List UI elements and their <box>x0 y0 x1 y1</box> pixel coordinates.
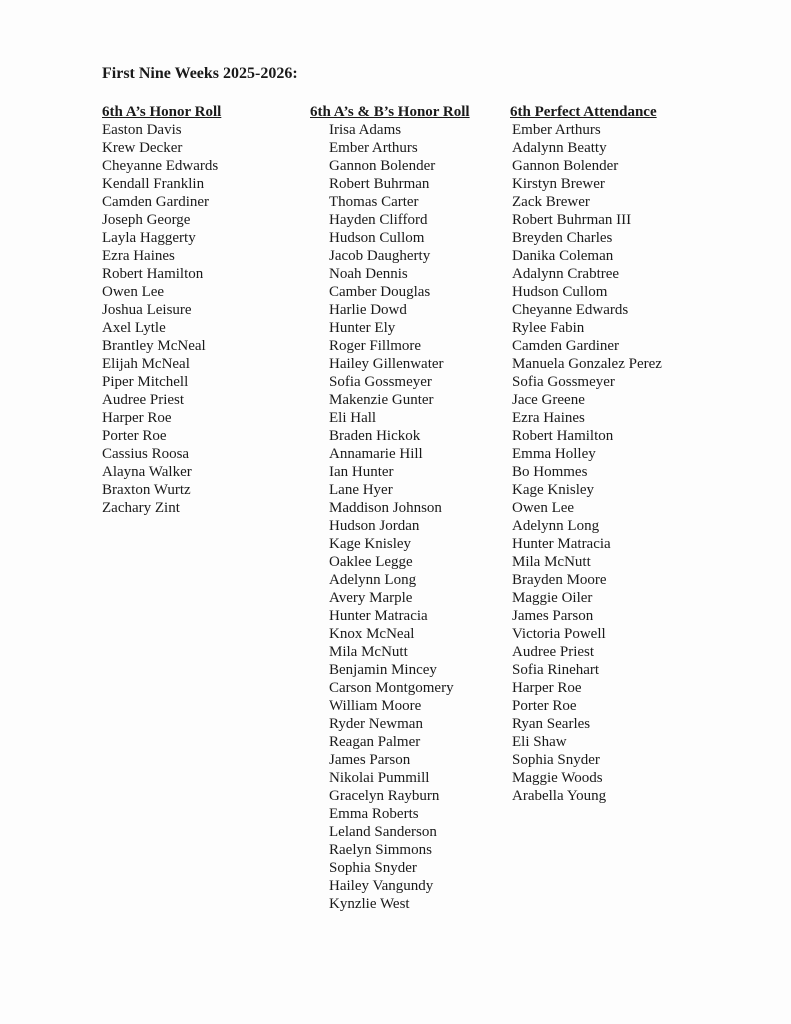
student-name: Hayden Clifford <box>329 212 428 228</box>
student-name: Leland Sanderson <box>329 824 437 840</box>
student-name: Maggie Woods <box>512 770 603 786</box>
student-name: Piper Mitchell <box>102 374 189 390</box>
student-name: Porter Roe <box>102 428 167 444</box>
student-name: William Moore <box>329 698 422 714</box>
student-name: Maddison Johnson <box>329 500 442 516</box>
student-name: Hailey Vangundy <box>329 878 434 894</box>
student-name: Axel Lytle <box>102 320 166 336</box>
student-name: Ian Hunter <box>329 464 394 480</box>
student-name: Mila McNutt <box>329 644 408 660</box>
student-name: Gannon Bolender <box>512 158 619 174</box>
student-name: Cassius Roosa <box>102 446 190 462</box>
student-name: Braden Hickok <box>329 428 421 444</box>
student-name: Lane Hyer <box>329 482 393 498</box>
student-name: Arabella Young <box>512 788 607 804</box>
student-name: Camden Gardiner <box>102 194 210 210</box>
student-name: James Parson <box>329 752 411 768</box>
list-heading: 6th Perfect Attendance <box>510 104 657 120</box>
student-name: Hailey Gillenwater <box>329 356 444 372</box>
student-name: Brayden Moore <box>512 572 607 588</box>
student-name: Harper Roe <box>512 680 582 696</box>
student-name: Makenzie Gunter <box>329 392 434 408</box>
student-name: Ezra Haines <box>512 410 585 426</box>
student-name: Krew Decker <box>102 140 183 156</box>
student-name: Camden Gardiner <box>512 338 620 354</box>
student-name: Adelynn Long <box>512 518 600 534</box>
perfect-attendance-list <box>510 103 662 805</box>
student-name: Ryan Searles <box>512 716 591 732</box>
student-name: Kendall Franklin <box>102 176 205 192</box>
student-name: Emma Holley <box>512 446 596 462</box>
student-name: Ember Arthurs <box>329 140 418 156</box>
list-heading: 6th A’s Honor Roll <box>102 104 222 120</box>
student-name: Owen Lee <box>512 500 575 516</box>
student-name: Harlie Dowd <box>329 302 407 318</box>
student-name: Knox McNeal <box>329 626 415 642</box>
student-name: Kirstyn Brewer <box>512 176 605 192</box>
student-name: Adalynn Beatty <box>512 140 607 156</box>
student-name: Sofia Gossmeyer <box>512 374 615 390</box>
student-name: Kage Knisley <box>512 482 595 498</box>
student-name: Gannon Bolender <box>329 158 436 174</box>
student-name: Cheyanne Edwards <box>512 302 629 318</box>
student-name: Hunter Matracia <box>329 608 428 624</box>
student-name: Raelyn Simmons <box>329 842 432 858</box>
student-name: Thomas Carter <box>329 194 419 210</box>
student-name: Breyden Charles <box>512 230 613 246</box>
student-name: Zack Brewer <box>512 194 590 210</box>
student-name: Kage Knisley <box>329 536 412 552</box>
student-name: Hudson Cullom <box>512 284 608 300</box>
student-name: Noah Dennis <box>329 266 408 282</box>
student-name: Sophia Snyder <box>329 860 417 876</box>
student-name: Ryder Newman <box>329 716 423 732</box>
student-name: Eli Hall <box>329 410 377 426</box>
student-name: Hunter Matracia <box>512 536 611 552</box>
page-title: First Nine Weeks 2025-2026: <box>102 65 298 82</box>
student-name: Mila McNutt <box>512 554 591 570</box>
student-name: Gracelyn Rayburn <box>329 788 440 804</box>
student-name: Cheyanne Edwards <box>102 158 219 174</box>
student-name: Carson Montgomery <box>329 680 454 696</box>
student-name: Camber Douglas <box>329 284 431 300</box>
student-name: Adalynn Crabtree <box>512 266 620 282</box>
student-name: Braxton Wurtz <box>102 482 191 498</box>
student-name: Robert Hamilton <box>512 428 614 444</box>
student-name: Porter Roe <box>512 698 577 714</box>
student-name: Kynzlie West <box>329 896 410 912</box>
student-name: Easton Davis <box>102 122 182 138</box>
student-name: Zachary Zint <box>102 500 180 516</box>
student-name: Reagan Palmer <box>329 734 421 750</box>
student-name: Joshua Leisure <box>102 302 192 318</box>
student-name: Audree Priest <box>102 392 185 408</box>
student-name: Hunter Ely <box>329 320 396 336</box>
student-name: Oaklee Legge <box>329 554 413 570</box>
student-name: Nikolai Pummill <box>329 770 430 786</box>
student-name: Annamarie Hill <box>329 446 423 462</box>
student-name: Robert Hamilton <box>102 266 204 282</box>
student-name: Jacob Daugherty <box>329 248 431 264</box>
student-name: Emma Roberts <box>329 806 419 822</box>
student-name: Irisa Adams <box>329 122 402 138</box>
student-name: Joseph George <box>102 212 191 228</box>
student-name: Manuela Gonzalez Perez <box>512 356 662 372</box>
student-name: James Parson <box>512 608 594 624</box>
student-name: Layla Haggerty <box>102 230 196 246</box>
student-name: Avery Marple <box>329 590 413 606</box>
student-name: Alayna Walker <box>102 464 192 480</box>
student-name: Jace Greene <box>512 392 585 408</box>
student-name: Owen Lee <box>102 284 165 300</box>
student-name: Adelynn Long <box>329 572 417 588</box>
student-name: Brantley McNeal <box>102 338 206 354</box>
student-name: Rylee Fabin <box>512 320 585 336</box>
student-name: Roger Fillmore <box>329 338 422 354</box>
student-name: Audree Priest <box>512 644 595 660</box>
student-name: Maggie Oiler <box>512 590 593 606</box>
a-honor-roll-list <box>102 103 221 517</box>
list-heading: 6th A’s & B’s Honor Roll <box>310 104 470 120</box>
student-name: Sofia Rinehart <box>512 662 600 678</box>
student-name: Ezra Haines <box>102 248 175 264</box>
student-name: Victoria Powell <box>512 626 606 642</box>
student-name: Robert Buhrman <box>329 176 430 192</box>
student-name: Danika Coleman <box>512 248 614 264</box>
student-name: Sophia Snyder <box>512 752 600 768</box>
student-name: Benjamin Mincey <box>329 662 437 678</box>
student-name: Hudson Jordan <box>329 518 420 534</box>
student-name: Sofia Gossmeyer <box>329 374 432 390</box>
student-name: Hudson Cullom <box>329 230 425 246</box>
student-name: Bo Hommes <box>512 464 588 480</box>
student-name: Elijah McNeal <box>102 356 190 372</box>
student-name: Eli Shaw <box>512 734 567 750</box>
student-name: Robert Buhrman III <box>512 212 632 228</box>
student-name: Ember Arthurs <box>512 122 601 138</box>
student-name: Harper Roe <box>102 410 172 426</box>
ab-honor-roll-list <box>310 103 470 913</box>
